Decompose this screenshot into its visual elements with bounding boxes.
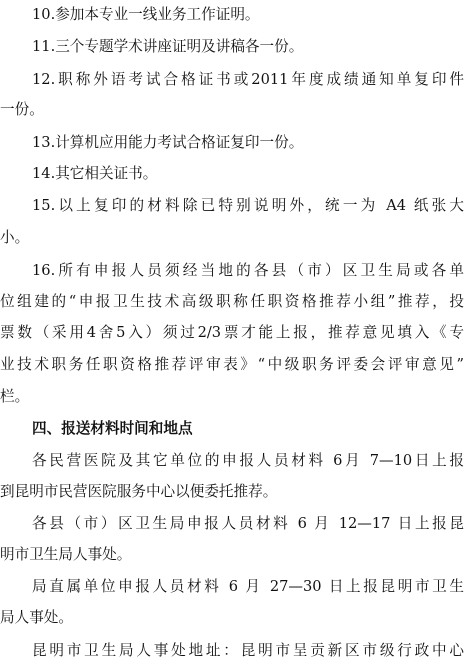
list-item-16-line2: 位组建的“申报卫生技术高级职称任职资格推荐小组”推荐，投 — [0, 293, 464, 310]
list-item-16-line5: 栏。 — [0, 388, 30, 405]
address-line: 昆明市卫生局人事处地址：昆明市呈贡新区市级行政中心 — [32, 642, 464, 659]
list-item-10: 10.参加本专业一线业务工作证明。 — [32, 6, 260, 23]
list-item-15-line1: 15.以上复印的材料除已特别说明外，统一为 A4 纸张大 — [32, 197, 464, 214]
list-item-11: 11.三个专题学术讲座证明及讲稿各一份。 — [32, 38, 304, 55]
list-item-16-line3: 票数（采用4舍5入）须过2/3票才能上报，推荐意见填入《专 — [0, 324, 464, 341]
list-item-16-line1: 16.所有申报人员须经当地的各县（市）区卫生局或各单 — [32, 262, 464, 279]
list-item-15-line2: 小。 — [0, 229, 30, 246]
list-item-14: 14.其它相关证书。 — [32, 165, 158, 182]
paragraph-direct-units-line1: 局直属单位申报人员材料 6 月 27—30 日上报昆明市卫生 — [32, 578, 464, 595]
list-item-12-line1: 12.职称外语考试合格证书或2011年度成绩通知单复印件 — [32, 71, 464, 88]
list-item-16-line4: 业技术职务任职资格推荐评审表》“中级职务评委会评审意见” — [0, 356, 464, 373]
list-item-13: 13.计算机应用能力考试合格证复印一份。 — [32, 134, 304, 151]
paragraph-county-bureaus-line1: 各县（市）区卫生局申报人员材料 6 月 12—17 日上报昆 — [32, 515, 464, 532]
paragraph-private-hospitals-line1: 各民营医院及其它单位的申报人员材料 6月 7—10日上报 — [32, 452, 464, 469]
paragraph-direct-units-line2: 局人事处。 — [0, 609, 73, 626]
section-heading: 四、报送材料时间和地点 — [32, 420, 193, 437]
list-item-12-line2: 一份。 — [0, 101, 44, 118]
paragraph-private-hospitals-line2: 到昆明市民营医院服务中心以便委托推荐。 — [0, 483, 278, 500]
paragraph-county-bureaus-line2: 明市卫生局人事处。 — [0, 546, 132, 563]
